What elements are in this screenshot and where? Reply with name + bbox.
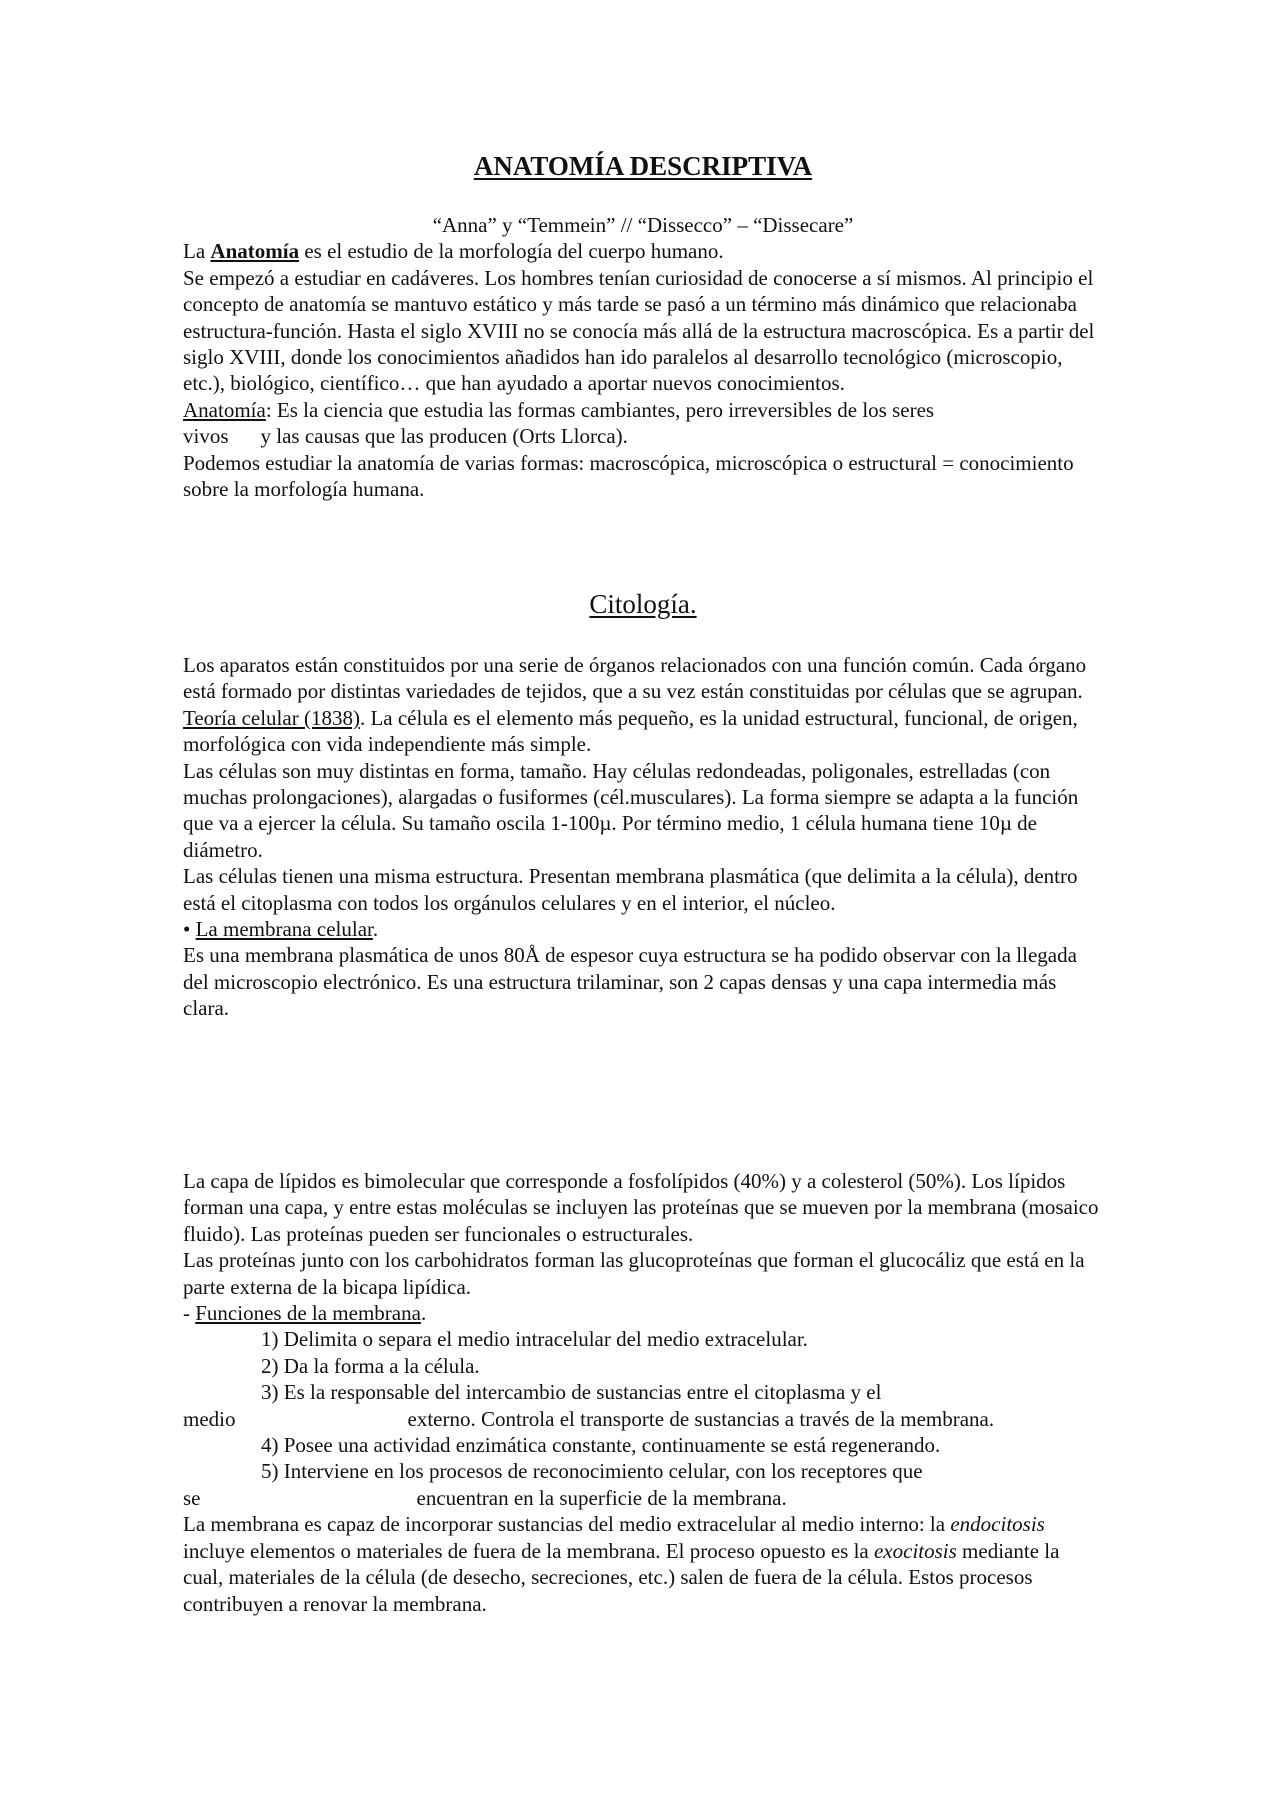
intro-section	[183, 212, 1103, 502]
citologia-paragraph-5: Es una membrana plasmática de unos 80Å de espesor cuya estructura se ha podido observar con la llegada del microscopio electrónico. Es una estructura trilaminar, son 2 capas densas y una capa intermedia más clara.	[183, 943, 1077, 1021]
function-item-5: 5) Interviene en los procesos de reconocimiento celular, con los receptores que	[261, 1459, 923, 1484]
lipidos-paragraph-3: La membrana es capaz de incorporar sustancias del medio extracelular al medio interno: la endocitosis incluye elementos o materiales de fuera de la membrana. El proceso opuesto es la exocitosis mediante la cual, materiales de la célula (de desecho, secreciones, etc.) salen de fuera de la célula. Estos procesos contribuyen a renovar la membrana.	[183, 1512, 1060, 1616]
citologia-heading: Citología.	[589, 589, 697, 619]
function-item-5-continuation: se encuentran en la superficie de la membrana.	[183, 1485, 787, 1510]
intro-paragraph-1: La Anatomía es el estudio de la morfología del cuerpo humano.	[183, 239, 724, 264]
lipidos-paragraph-1: La capa de lípidos es bimolecular que corresponde a fosfolípidos (40%) y a colesterol (50%). Los lípidos forman una capa, y entre estas moléculas se incluyen las proteínas que se mueven por la membrana (mosaico fluido). Las proteínas pueden ser funcionales o estructurales.	[183, 1169, 1099, 1246]
function-item-1: 1) Delimita o separa el medio intracelular del medio extracelular.	[261, 1327, 808, 1352]
funciones-term: Funciones de la membrana	[195, 1301, 421, 1326]
citologia-section	[183, 652, 1103, 1022]
citologia-paragraph-4: Las células tienen una misma estructura. Presentan membrana plasmática (que delimita a la célula), dentro está el citoplasma con todos los orgánulos celulares y en el interior, el núcleo.	[183, 864, 1078, 915]
intro-paragraph-2: Se empezó a estudiar en cadáveres. Los hombres tenían curiosidad de conocerse a sí mismos. Al principio el concepto de anatomía se mantuvo estático y más tarde se pasó a un término más dinámico que relacionaba estructura-función. Hasta el siglo XVIII no se conocía más allá de la estructura macroscópica. Es a partir del siglo XVIII, donde los conocimientos añadidos han ido paralelos al desarrollo tecnológico (microscopio, etc.), biológico, científico… que han ayudado a aportar nuevos conocimientos.	[183, 265, 1095, 396]
lipidos-paragraph-2: Las proteínas junto con los carbohidratos forman las glucoproteínas que forman el glucocáliz que está en la parte externa de la bicapa lipídica.	[183, 1248, 1085, 1299]
document-title: ANATOMÍA DESCRIPTIVA	[473, 151, 813, 181]
function-item-3-continuation: medio externo. Controla el transporte de sustancias a través de la membrana.	[183, 1406, 995, 1431]
function-item-2: 2) Da la forma a la célula.	[261, 1353, 480, 1378]
function-item-3: 3) Es la responsable del intercambio de sustancias entre el citoplasma y el	[261, 1380, 882, 1405]
function-item-4: 4) Posee una actividad enzimática constante, continuamente se está regenerando.	[261, 1433, 941, 1458]
citologia-paragraph-3: Las células son muy distintas en forma, tamaño. Hay células redondeadas, poligonales, estrelladas (con muchas prolongaciones), alargadas o fusiformes (cél.musculares). La forma siempre se adapta a la función que va a ejercer la célula. Su tamaño oscila 1-100µ. Por término medio, 1 célula humana tiene 10µ de diámetro.	[183, 758, 1079, 862]
endocitosis-term: endocitosis	[950, 1512, 1045, 1537]
intro-paragraph-3: Anatomía: Es la ciencia que estudia las formas cambiantes, pero irreversibles de los seres vivos y las causas que las producen (Orts Llorca).	[183, 397, 935, 449]
exocitosis-term: exocitosis	[873, 1538, 957, 1563]
citologia-paragraph-2: Teoría celular (1838). La célula es el elemento más pequeño, es la unidad estructural, funcional, de origen, morfológica con vida independiente más simple.	[183, 705, 1078, 757]
intro-paragraph-4: Podemos estudiar la anatomía de varias formas: macroscópica, microscópica o estructural = conocimiento sobre la morfología humana.	[183, 450, 1074, 502]
etymology-line: “Anna” y “Temmein” // “Dissecco” – “Dissecare”	[432, 213, 854, 237]
funciones-heading: - Funciones de la membrana.	[183, 1301, 427, 1326]
anatomia-term: Anatomía	[210, 239, 300, 264]
anatomia-definition-term: Anatomía	[183, 397, 266, 422]
membrana-bullet: • La membrana celular.	[183, 917, 379, 942]
membrana-celular-term: La membrana celular	[195, 917, 373, 942]
citologia-paragraph-1: Los aparatos están constituidos por una serie de órganos relacionados con una función común. Cada órgano está formado por distintas variedades de tejidos, que a su vez están constituidas por células que se agrupan.	[183, 653, 1087, 704]
teoria-celular-term: Teoría celular (1838)	[183, 705, 360, 730]
lipidos-section	[183, 1168, 1103, 1617]
